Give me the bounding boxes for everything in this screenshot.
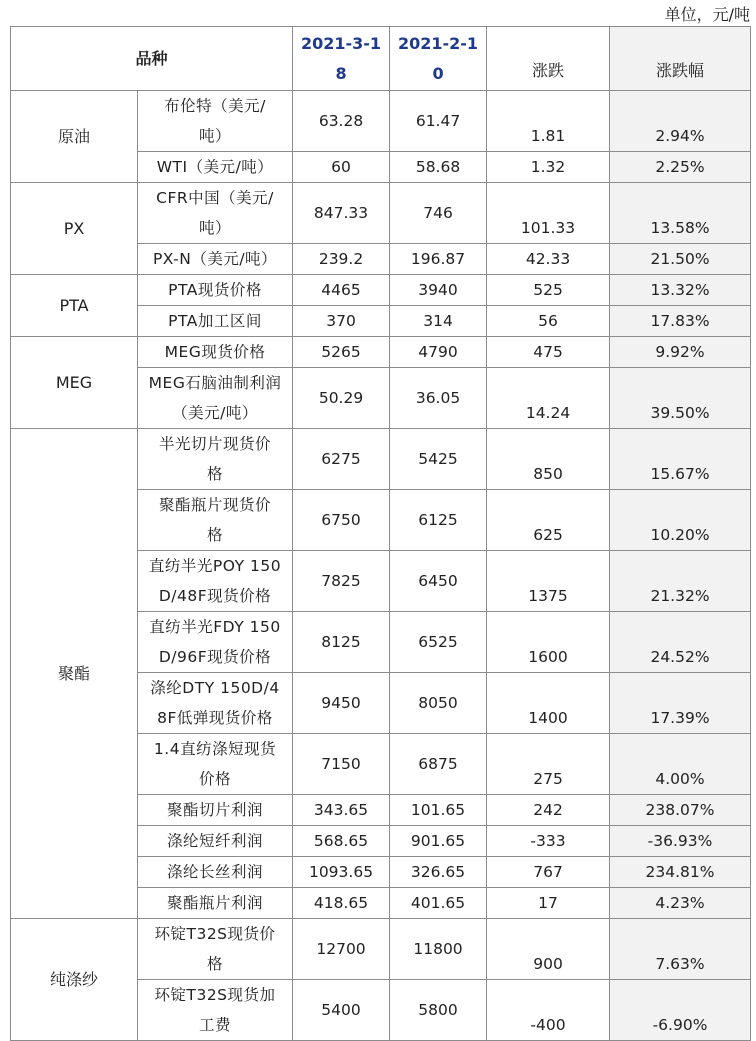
table-row bbox=[11, 919, 751, 980]
change-cell: 1.32 bbox=[487, 152, 610, 183]
change-pct-cell: 10.20% bbox=[610, 490, 751, 551]
change-pct-cell: 39.50% bbox=[610, 368, 751, 429]
item-label-line: PX-N（美元/吨） bbox=[152, 250, 278, 268]
value-date2-cell: 3940 bbox=[390, 275, 487, 306]
change-pct-cell: 13.58% bbox=[610, 183, 751, 244]
header-variety: 品种 bbox=[11, 27, 293, 91]
change-pct-cell: 21.50% bbox=[610, 244, 751, 275]
change-cell: 242 bbox=[487, 795, 610, 826]
change-pct-cell: 2.25% bbox=[610, 152, 751, 183]
change-cell: 275 bbox=[487, 734, 610, 795]
item-label-line: MEG石脑油制利润 bbox=[148, 374, 282, 392]
item-cell bbox=[138, 888, 293, 919]
unit-note: 单位，元/吨 bbox=[664, 5, 750, 24]
item-label-line: 吨） bbox=[199, 127, 232, 145]
item-label-line: 格 bbox=[207, 465, 224, 483]
item-cell bbox=[138, 795, 293, 826]
change-cell: 1600 bbox=[487, 612, 610, 673]
change-cell: 625 bbox=[487, 490, 610, 551]
change-pct-cell: 7.63% bbox=[610, 919, 751, 980]
value-date1-cell: 418.65 bbox=[293, 888, 390, 919]
table-row bbox=[11, 183, 751, 244]
value-date2-cell: 314 bbox=[390, 306, 487, 337]
item-label-line: 吨） bbox=[199, 219, 232, 237]
value-date2-cell: 5425 bbox=[390, 429, 487, 490]
item-cell bbox=[138, 980, 293, 1041]
value-date2-cell: 6875 bbox=[390, 734, 487, 795]
value-date1-cell: 6275 bbox=[293, 429, 390, 490]
item-cell bbox=[138, 826, 293, 857]
value-date2-cell: 746 bbox=[390, 183, 487, 244]
item-label-line: 8F低弹现货价格 bbox=[157, 709, 273, 727]
value-date1-cell: 343.65 bbox=[293, 795, 390, 826]
value-date2-cell: 58.68 bbox=[390, 152, 487, 183]
item-label-line: 聚酯瓶片现货价 bbox=[159, 496, 272, 514]
value-date2-cell: 196.87 bbox=[390, 244, 487, 275]
table-row bbox=[11, 91, 751, 152]
header-row bbox=[11, 27, 751, 91]
item-cell bbox=[138, 183, 293, 244]
value-date1-cell: 1093.65 bbox=[293, 857, 390, 888]
change-pct-cell: 9.92% bbox=[610, 337, 751, 368]
item-cell bbox=[138, 919, 293, 980]
value-date2-cell: 6125 bbox=[390, 490, 487, 551]
change-pct-cell: 4.23% bbox=[610, 888, 751, 919]
change-pct-cell: -36.93% bbox=[610, 826, 751, 857]
item-cell bbox=[138, 337, 293, 368]
value-date1-cell: 5400 bbox=[293, 980, 390, 1041]
change-pct-cell: 2.94% bbox=[610, 91, 751, 152]
item-label-line: PTA现货价格 bbox=[168, 281, 262, 299]
value-date2-cell: 901.65 bbox=[390, 826, 487, 857]
item-label-line: 工费 bbox=[199, 1016, 232, 1034]
value-date1-cell: 9450 bbox=[293, 673, 390, 734]
change-pct-cell: 234.81% bbox=[610, 857, 751, 888]
value-date2-cell: 101.65 bbox=[390, 795, 487, 826]
value-date1-cell: 50.29 bbox=[293, 368, 390, 429]
item-label-line: 布伦特（美元/ bbox=[164, 97, 266, 115]
item-cell bbox=[138, 490, 293, 551]
category-cell: PX bbox=[11, 183, 138, 275]
item-label-line: 环锭T32S现货加 bbox=[154, 986, 276, 1004]
change-pct-cell: 15.67% bbox=[610, 429, 751, 490]
value-date1-cell: 370 bbox=[293, 306, 390, 337]
price-comparison-table bbox=[10, 26, 751, 1041]
item-cell bbox=[138, 857, 293, 888]
change-cell: 525 bbox=[487, 275, 610, 306]
header-date-2: 2021-2-1 0 bbox=[390, 27, 487, 91]
change-pct-cell: 17.39% bbox=[610, 673, 751, 734]
value-date2-cell: 6525 bbox=[390, 612, 487, 673]
value-date1-cell: 7150 bbox=[293, 734, 390, 795]
value-date2-cell: 61.47 bbox=[390, 91, 487, 152]
item-label-line: 环锭T32S现货价 bbox=[154, 925, 276, 943]
change-cell: 1.81 bbox=[487, 91, 610, 152]
item-label-line: 聚酯瓶片利润 bbox=[167, 894, 264, 912]
item-cell bbox=[138, 244, 293, 275]
value-date2-cell: 6450 bbox=[390, 551, 487, 612]
value-date2-cell: 36.05 bbox=[390, 368, 487, 429]
category-cell: 原油 bbox=[11, 91, 138, 183]
value-date1-cell: 6750 bbox=[293, 490, 390, 551]
item-cell bbox=[138, 368, 293, 429]
change-cell: 475 bbox=[487, 337, 610, 368]
table-row bbox=[11, 429, 751, 490]
header-change-pct: 涨跌幅 bbox=[610, 27, 751, 91]
category-cell: 纯涤纱 bbox=[11, 919, 138, 1041]
value-date1-cell: 239.2 bbox=[293, 244, 390, 275]
item-label-line: 1.4直纺涤短现货 bbox=[153, 740, 277, 758]
value-date2-cell: 4790 bbox=[390, 337, 487, 368]
change-cell: 56 bbox=[487, 306, 610, 337]
change-pct-cell: 238.07% bbox=[610, 795, 751, 826]
category-cell: PTA bbox=[11, 275, 138, 337]
item-cell bbox=[138, 612, 293, 673]
item-cell bbox=[138, 91, 293, 152]
value-date1-cell: 847.33 bbox=[293, 183, 390, 244]
item-label-line: 直纺半光FDY 150 bbox=[149, 618, 281, 636]
item-label-line: （美元/吨） bbox=[172, 404, 258, 422]
value-date2-cell: 11800 bbox=[390, 919, 487, 980]
item-cell bbox=[138, 275, 293, 306]
item-label-line: 格 bbox=[207, 955, 224, 973]
category-cell: 聚酯 bbox=[11, 429, 138, 919]
change-pct-cell: 13.32% bbox=[610, 275, 751, 306]
item-cell bbox=[138, 152, 293, 183]
item-label-line: CFR中国（美元/ bbox=[156, 189, 274, 207]
category-cell: MEG bbox=[11, 337, 138, 429]
value-date1-cell: 7825 bbox=[293, 551, 390, 612]
change-cell: 14.24 bbox=[487, 368, 610, 429]
value-date1-cell: 4465 bbox=[293, 275, 390, 306]
header-change: 涨跌 bbox=[487, 27, 610, 91]
table-body bbox=[11, 91, 751, 1041]
value-date1-cell: 8125 bbox=[293, 612, 390, 673]
item-label-line: 涤纶DTY 150D/4 bbox=[150, 679, 280, 697]
item-label-line: 聚酯切片利润 bbox=[167, 801, 264, 819]
value-date1-cell: 63.28 bbox=[293, 91, 390, 152]
item-cell bbox=[138, 429, 293, 490]
change-cell: -400 bbox=[487, 980, 610, 1041]
change-cell: 42.33 bbox=[487, 244, 610, 275]
change-pct-cell: 24.52% bbox=[610, 612, 751, 673]
item-label-line: 直纺半光POY 150 bbox=[148, 557, 282, 575]
item-label-line: 价格 bbox=[199, 770, 232, 788]
item-cell bbox=[138, 306, 293, 337]
value-date1-cell: 568.65 bbox=[293, 826, 390, 857]
change-cell: 900 bbox=[487, 919, 610, 980]
change-cell: 17 bbox=[487, 888, 610, 919]
table-row bbox=[11, 275, 751, 306]
change-pct-cell: 21.32% bbox=[610, 551, 751, 612]
value-date1-cell: 12700 bbox=[293, 919, 390, 980]
change-pct-cell: 17.83% bbox=[610, 306, 751, 337]
item-label-line: PTA加工区间 bbox=[168, 312, 262, 330]
change-cell: -333 bbox=[487, 826, 610, 857]
value-date1-cell: 5265 bbox=[293, 337, 390, 368]
item-label-line: MEG现货价格 bbox=[164, 343, 266, 361]
header-date-1: 2021-3-1 8 bbox=[293, 27, 390, 91]
item-label-line: WTI（美元/吨） bbox=[156, 158, 274, 176]
item-label-line: 涤纶短纤利润 bbox=[167, 832, 264, 850]
value-date2-cell: 5800 bbox=[390, 980, 487, 1041]
value-date2-cell: 326.65 bbox=[390, 857, 487, 888]
change-cell: 1400 bbox=[487, 673, 610, 734]
item-cell bbox=[138, 673, 293, 734]
change-cell: 850 bbox=[487, 429, 610, 490]
table-row bbox=[11, 337, 751, 368]
item-label-line: 格 bbox=[207, 526, 224, 544]
change-pct-cell: 4.00% bbox=[610, 734, 751, 795]
item-label-line: D/96F现货价格 bbox=[158, 648, 272, 666]
value-date2-cell: 8050 bbox=[390, 673, 487, 734]
change-cell: 767 bbox=[487, 857, 610, 888]
item-label-line: 涤纶长丝利润 bbox=[167, 863, 264, 881]
value-date2-cell: 401.65 bbox=[390, 888, 487, 919]
change-cell: 1375 bbox=[487, 551, 610, 612]
item-label-line: 半光切片现货价 bbox=[159, 435, 272, 453]
item-label-line: D/48F现货价格 bbox=[158, 587, 272, 605]
change-pct-cell: -6.90% bbox=[610, 980, 751, 1041]
change-cell: 101.33 bbox=[487, 183, 610, 244]
item-cell bbox=[138, 551, 293, 612]
item-cell bbox=[138, 734, 293, 795]
value-date1-cell: 60 bbox=[293, 152, 390, 183]
